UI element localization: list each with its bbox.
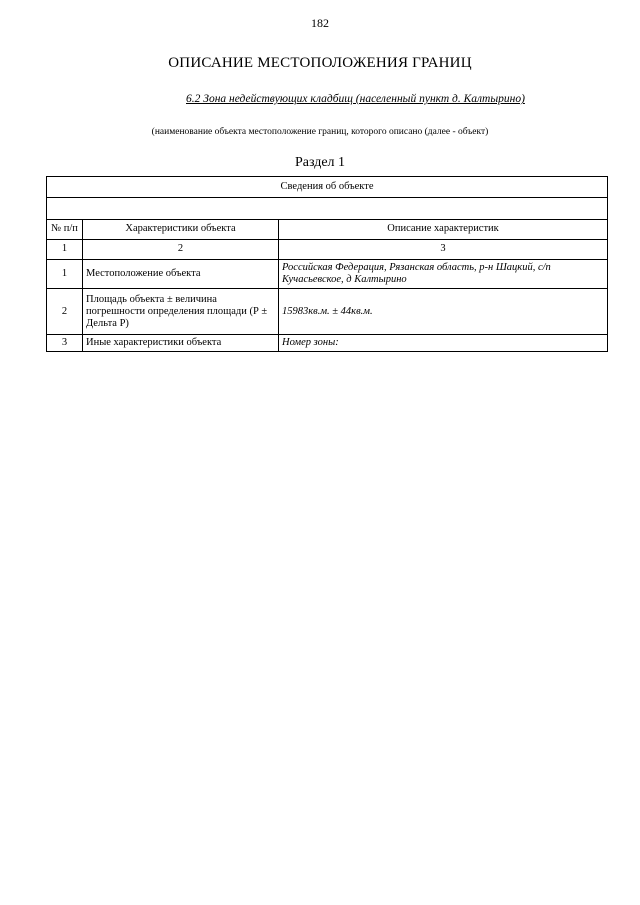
table-header: Сведения об объекте [47, 177, 608, 198]
object-name: 6.2 Зона недействующих кладбищ (населенный пункт д. Калтырино) [186, 93, 525, 105]
column-headers-row [47, 220, 608, 240]
table-row [47, 260, 608, 289]
column-header-characteristic: Характеристики объекта [83, 220, 279, 240]
column-number: 2 [83, 240, 279, 260]
column-header-num: № п/п [47, 220, 83, 240]
object-info-table [46, 176, 608, 352]
table-empty-row [47, 198, 608, 220]
row-characteristic: Площадь объекта ± величина погрешности определения площади (Р ± Дельта Р) [83, 289, 279, 335]
column-number: 3 [279, 240, 608, 260]
object-caption: (наименование объекта местоположение границ, которого описано (далее - объект) [151, 127, 489, 137]
row-characteristic: Местоположение объекта [83, 260, 279, 289]
table-row [47, 289, 608, 335]
row-number: 2 [47, 289, 83, 335]
section-title: Раздел 1 [294, 155, 346, 170]
page-number: 182 [311, 16, 329, 30]
table-row [47, 335, 608, 352]
document-title: ОПИСАНИЕ МЕСТОПОЛОЖЕНИЯ ГРАНИЦ [168, 55, 472, 71]
row-number: 3 [47, 335, 83, 352]
column-number: 1 [47, 240, 83, 260]
row-number: 1 [47, 260, 83, 289]
column-numbers-row [47, 240, 608, 260]
row-characteristic: Иные характеристики объекта [83, 335, 279, 352]
row-description: Номер зоны: [279, 335, 608, 352]
row-description: Российская Федерация, Рязанская область, р-н Шацкий, с/п Кучасьевское, д Калтырино [279, 260, 608, 289]
row-description: 15983кв.м. ± 44кв.м. [279, 289, 608, 335]
column-header-description: Описание характеристик [279, 220, 608, 240]
